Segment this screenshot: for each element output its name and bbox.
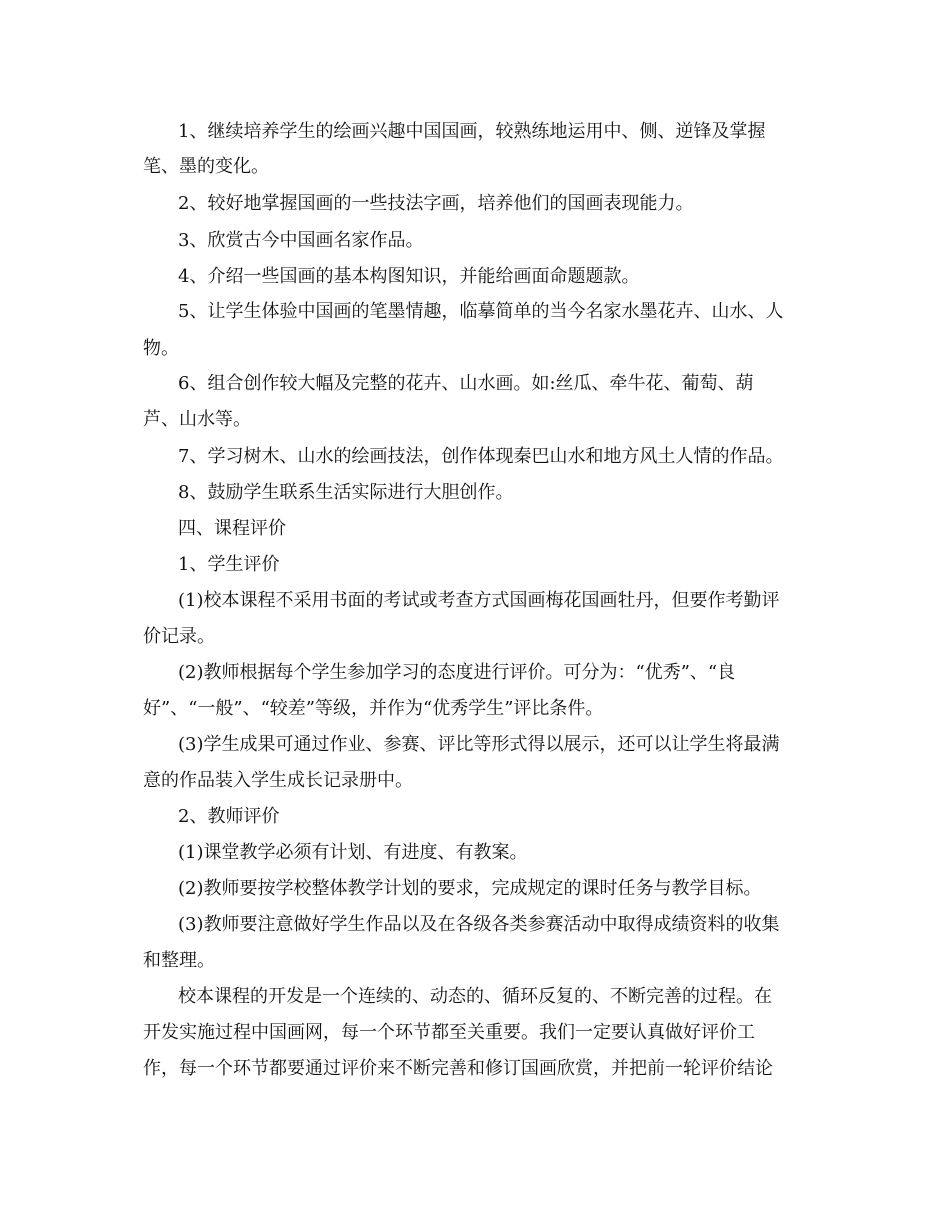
text-line: 笔、墨的变化。 bbox=[143, 156, 269, 177]
text-line: 物。 bbox=[143, 338, 179, 359]
text-line: 3、欣赏古今中国画名家作品。 bbox=[178, 230, 424, 251]
subsection-heading: 1、学生评价 bbox=[178, 554, 280, 575]
section-heading: 四、课程评价 bbox=[178, 518, 286, 539]
subsection-heading: 2、教师评价 bbox=[178, 806, 280, 827]
text-line: 芦、山水等。 bbox=[143, 409, 251, 430]
text-line: (2)教师要按学校整体教学计划的要求，完成规定的课时任务与教学目标。 bbox=[178, 878, 762, 899]
text-line: 4、介绍一些国画的基本构图知识，并能给画面命题题款。 bbox=[178, 266, 640, 287]
text-line: 价记录。 bbox=[143, 626, 215, 647]
text-line: 开发实施过程中国画网，每一个环节都至关重要。我们一定要认真做好评价工 bbox=[143, 1022, 755, 1043]
text-line: 作，每一个环节都要通过评价来不断完善和修订国画欣赏，并把前一轮评价结论 bbox=[143, 1058, 773, 1079]
text-line: (3)学生成果可通过作业、参赛、评比等形式得以展示，还可以让学生将最满 bbox=[178, 734, 780, 755]
text-line: 2、较好地掌握国画的一些技法字画，培养他们的国画表现能力。 bbox=[178, 193, 694, 214]
text-line: 7、学习树木、山水的绘画技法，创作体现秦巴山水和地方风土人情的作品。 bbox=[178, 446, 784, 467]
text-line: (3)教师要注意做好学生作品以及在各级各类参赛活动中取得成绩资料的收集 bbox=[178, 914, 780, 935]
text-line: (1)课堂教学必须有计划、有进度、有教案。 bbox=[178, 842, 528, 863]
text-line: (1)校本课程不采用书面的考试或考查方式国画梅花国画牡丹，但要作考勤评 bbox=[178, 590, 780, 611]
text-line: (2)教师根据每个学生参加学习的态度进行评价。可分为：“优秀”、“良 bbox=[178, 662, 736, 683]
text-line: 校本课程的开发是一个连续的、动态的、循环反复的、不断完善的过程。在 bbox=[178, 986, 772, 1007]
text-line: 6、组合创作较大幅及完整的花卉、山水画。如:丝瓜、牵牛花、葡萄、葫 bbox=[178, 373, 754, 394]
text-line: 意的作品装入学生成长记录册中。 bbox=[143, 770, 413, 791]
text-line: 好”、“一般”、“较差”等级，并作为“优秀学生”评比条件。 bbox=[143, 698, 604, 719]
text-line: 5、让学生体验中国画的笔墨情趣，临摹简单的当今名家水墨花卉、山水、人 bbox=[178, 301, 784, 322]
text-line: 8、鼓励学生联系生活实际进行大胆创作。 bbox=[178, 482, 514, 503]
text-line: 1、继续培养学生的绘画兴趣中国国画，较熟练地运用中、侧、逆锋及掌握 bbox=[178, 121, 766, 142]
text-line: 和整理。 bbox=[143, 950, 215, 971]
